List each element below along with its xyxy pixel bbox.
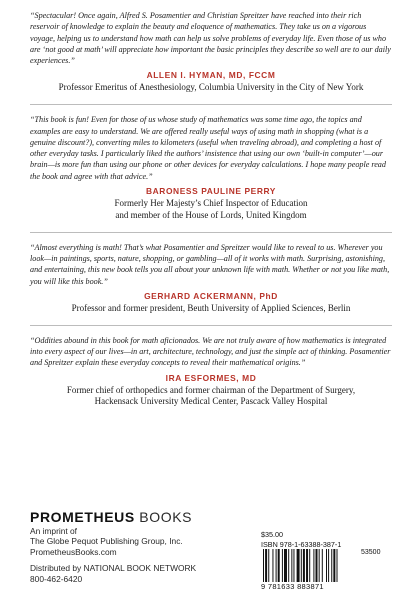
publisher-website: PrometheusBooks.com	[30, 546, 117, 557]
blurb-quote: “Almost everything is math! That’s what Posamentier and Spreitzer would like to reveal to us. Wherever you look—in paintings, sports, nature, shopping, or gambling—all of it works with math. Surprising, astonishing, and entertaining, this new book tells you all about your unknown life with math. Whether or not you like math, you will like this book.”	[30, 242, 390, 286]
barcode-bar	[268, 549, 269, 582]
blurb-author: ALLEN I. HYMAN, MD, FCCM	[146, 70, 276, 81]
barcode-bar	[313, 549, 314, 582]
barcode-bar	[291, 549, 292, 582]
barcode-bar	[322, 549, 323, 582]
blurb-author: BARONESS PAULINE PERRY	[146, 186, 276, 197]
blurb-quote: “Oddities abound in this book for math aficionados. We are not truly aware of how mathematics is integrated into every aspect of our lives—in art, architecture, technology, and just the simple act of thinking. Posamentier and Spreitzer explain these everyday concepts to reveal their mathematical origins.”	[30, 335, 391, 368]
blurb-affiliation: Professor Emeritus of Anesthesiology, Columbia University in the City of New York	[58, 82, 364, 93]
barcode-bar	[278, 549, 280, 582]
barcode-bar	[303, 549, 305, 582]
divider	[30, 232, 392, 233]
divider	[30, 104, 392, 105]
isbn-barcode	[261, 530, 385, 596]
barcode-bar	[319, 549, 320, 582]
blurb-author: IRA ESFORMES, MD	[165, 372, 257, 383]
blurb-author: GERHARD ACKERMANN, PhD	[144, 290, 278, 301]
blurb-quote: “Spectacular! Once again, Alfred S. Posamentier and Christian Spreitzer have reached into their rich reservoir of knowledge to explain the beauty and eloquence of mathematics. They take us on a vigorous voyage, helping us to understand how math can help us solve problems of everyday life. Even those of us who are ‘not good at math’ will appreciate how important the basic principles they describe so well are to our daily experiences.”	[30, 11, 391, 66]
price-label: $35.00	[261, 530, 283, 539]
publisher-line: The Globe Pequot Publishing Group, Inc.	[30, 536, 183, 547]
cover-footer	[30, 509, 390, 594]
publisher-logo: PROMETHEUS BOOKS	[30, 509, 193, 525]
blurb-affiliation: Formerly Her Majesty’s Chief Inspector of Education	[114, 198, 308, 209]
barcode-bar	[316, 549, 318, 582]
barcode-bars	[263, 549, 357, 582]
barcode-bar	[297, 549, 300, 582]
blurb-affiliation: and member of the House of Lords, United Kingdom	[115, 209, 307, 220]
barcode-bar	[331, 549, 332, 582]
barcode-bar	[306, 549, 308, 582]
barcode-bar	[282, 549, 283, 582]
barcode-number: 9 781633 883871	[261, 582, 324, 591]
barcode-bar	[293, 549, 294, 582]
blurb-quote: “This book is fun! Even for those of us whose study of mathematics was some time ago, the topics and examples are easy to understand. We are offered really useful ways of using math in shopping (what is a genuine discount?), converting miles to kilometers (useful when traveling abroad), and completing a host of other everyday tasks. I particularly liked the authors’ insistence that using our own ‘built-in computer’—our brain—is more fun than using our phone or other devices for everyday calculations. I hope many people read the book and agree with that advice.”	[30, 115, 386, 181]
endorsements	[30, 10, 392, 408]
barcode-bar	[301, 549, 302, 582]
blurb-affiliation: Professor and former president, Beuth University of Applied Sciences, Berlin	[71, 302, 351, 313]
blurb-affiliation: Hackensack University Medical Center, Pascack Valley Hospital	[94, 396, 328, 407]
divider	[30, 325, 392, 326]
publisher-line: An imprint of	[30, 525, 78, 536]
price-code: 53500	[361, 549, 381, 556]
barcode-bar	[309, 549, 310, 582]
barcode-bar	[276, 549, 277, 582]
barcode-bar	[326, 549, 327, 582]
barcode-bar	[333, 549, 335, 582]
publisher-info	[30, 509, 197, 585]
barcode-bar	[272, 549, 273, 582]
barcode-bar	[265, 549, 267, 582]
isbn-label: ISBN 978-1-63388-387-1	[261, 540, 342, 549]
blurb-affiliation: Former chief of orthopedics and former chairman of the Department of Surgery,	[66, 384, 356, 395]
barcode-bar	[288, 549, 289, 582]
barcode-bar	[328, 549, 329, 582]
barcode-bar	[263, 549, 264, 582]
distributor-phone: 800-462-6420	[30, 573, 83, 584]
distributor-line: Distributed by NATIONAL BOOK NETWORK	[30, 563, 197, 574]
barcode-bar	[337, 549, 338, 582]
barcode-bar	[284, 549, 287, 582]
